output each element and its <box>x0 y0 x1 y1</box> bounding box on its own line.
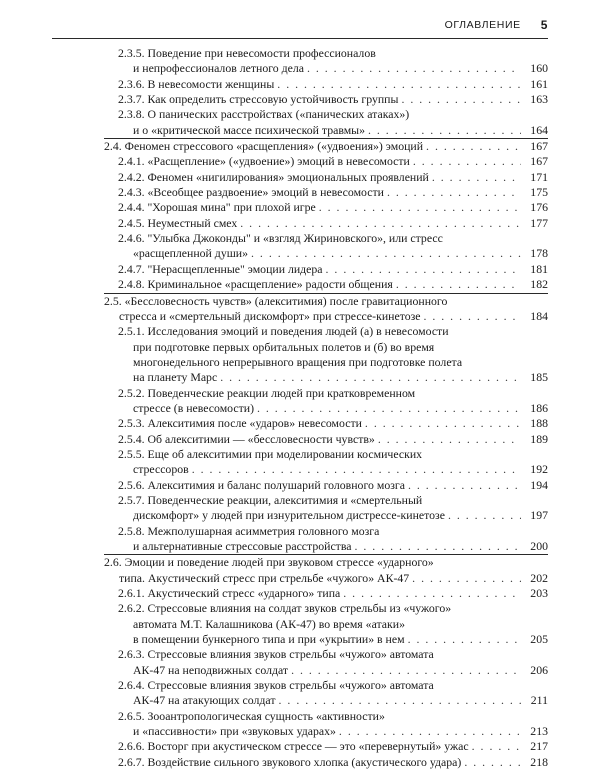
dot-leader <box>343 586 521 601</box>
toc-entry-line: АК-47 на неподвижных солдат <box>133 662 289 677</box>
toc-entry-line: 2.4.2. Феномен «нигилирования» эмоциональных проявлений <box>118 169 429 184</box>
dot-leader <box>412 571 521 586</box>
toc-subsection <box>118 601 548 647</box>
toc-entry-line: 2.4.4. "Хорошая мина" при плохой игре <box>118 200 316 215</box>
dot-leader <box>368 123 521 138</box>
toc-entry-line: 2.4. Феномен стрессового «расщепления» («удвоения») эмоций <box>104 139 424 154</box>
dot-leader <box>251 246 521 261</box>
toc-subsection <box>118 216 548 231</box>
toc-subsection <box>118 739 548 754</box>
dot-leader <box>277 77 521 92</box>
toc-entry-line: 2.3.5. Поведение при невесомости профессионалов <box>118 46 376 60</box>
dot-leader <box>240 216 521 231</box>
toc-subsection <box>118 586 548 601</box>
dot-leader <box>291 663 521 678</box>
toc-subsection <box>118 755 548 770</box>
toc-entry-line: 2.6.5. Зооантропологическая сущность «активности» <box>118 708 385 723</box>
toc-subsection <box>118 200 548 215</box>
dot-leader <box>355 539 522 554</box>
dot-leader <box>472 739 521 754</box>
toc-page-number: 167 <box>530 154 548 169</box>
toc-page-number: 188 <box>530 416 548 431</box>
toc-page-number: 177 <box>530 215 548 230</box>
dot-leader <box>378 432 521 447</box>
toc-subsection <box>118 647 548 678</box>
toc-subsection <box>118 524 548 555</box>
toc-entry-line: автомата М.Т. Калашникова (АК-47) во время «атаки» <box>133 616 405 631</box>
toc-subsection <box>118 709 548 740</box>
dot-leader <box>257 401 521 416</box>
toc-subsection <box>118 277 548 292</box>
dot-leader <box>423 309 521 324</box>
toc-entry-line: 2.6.2. Стрессовые влияния на солдат звуков стрельбы из «чужого» <box>118 601 452 616</box>
toc-entry-line: 2.6. Эмоции и поведение людей при звуковом стрессе «ударного» <box>104 555 434 570</box>
toc-section <box>104 138 548 154</box>
dot-leader <box>319 200 521 215</box>
toc-entry-line: 2.6.3. Стрессовые влияния звуков стрельбы «чужого» автомата <box>118 647 434 662</box>
toc-subsection <box>118 77 548 92</box>
toc-subsection <box>118 262 548 277</box>
toc-section <box>104 293 548 325</box>
toc-entry-line: 2.3.8. О панических расстройствах («панических атаках») <box>118 107 410 122</box>
toc-page-number: 176 <box>530 200 548 215</box>
toc-entry-line: при подготовке первых орбитальных полетов и (б) во время <box>133 339 435 354</box>
toc-page-number: 202 <box>530 570 548 585</box>
toc-entry-line: и альтернативные стрессовые расстройства <box>133 539 352 553</box>
toc-subsection <box>118 493 548 524</box>
dot-leader <box>408 632 521 647</box>
toc-entry-line: типа. Акустический стресс при стрельбе «чужого» АК-47 <box>119 570 410 585</box>
dot-leader <box>387 185 521 200</box>
dot-leader <box>365 416 521 431</box>
running-head <box>445 18 548 32</box>
dot-leader <box>192 462 521 477</box>
toc-entry-line: 2.4.8. Криминальное «расщепление» радости общения <box>118 277 393 292</box>
toc-page-number: 194 <box>530 477 548 492</box>
toc-entry-line: 2.5.6. Алекситимия и баланс полушарий головного мозга <box>118 477 405 492</box>
toc-entry-line: 2.3.7. Как определить стрессовую устойчивость группы <box>118 92 399 107</box>
toc-entry-line: 2.4.7. "Нерасщепленные" эмоции лидера <box>118 261 323 276</box>
toc-entry-line: стресса и «смертельный дискомфорт» при стрессе-кинетозе <box>119 308 421 323</box>
toc-page-number: 211 <box>530 693 548 708</box>
toc-page-number: 192 <box>530 462 548 477</box>
toc-entry-line: на планету Марс <box>133 370 218 385</box>
toc-subsection <box>118 478 548 493</box>
dot-leader <box>339 724 521 739</box>
dot-leader <box>279 693 521 708</box>
toc-entry-line: 2.6.6. Восторг при акустическом стрессе — это «перевернутый» ужас <box>118 739 469 754</box>
toc-entry-line: стрессоров <box>133 462 189 477</box>
toc-page-number: 189 <box>530 431 548 446</box>
toc-page-number: 161 <box>530 76 548 91</box>
toc-subsection <box>118 107 548 138</box>
toc-entry-line: 2.5.5. Еще об алекситимии при моделировании космических <box>118 446 423 461</box>
toc-page-number: 163 <box>530 92 548 107</box>
toc-entry-line: стрессе (в невесомости) <box>133 400 254 415</box>
toc-entry-line: в помещении бункерного типа и при «укрытии» в нем <box>133 632 405 647</box>
page-number: 5 <box>540 18 548 32</box>
toc-entry-line: 2.5.1. Исследования эмоций и поведения людей (а) в невесомости <box>118 324 449 339</box>
toc-page-number: 160 <box>530 61 548 76</box>
toc-page-number: 171 <box>530 169 548 184</box>
toc-entry-line: 2.5.3. Алекситимия после «ударов» невесомости <box>118 416 362 431</box>
toc-page-number: 178 <box>530 246 548 261</box>
toc-entry-line: и «пассивности» при «звуковых ударах» <box>133 724 336 739</box>
toc-entry-line: АК-47 на атакующих солдат <box>133 693 276 708</box>
dot-leader <box>401 92 521 107</box>
toc-entry-line: 2.5.2. Поведенческие реакции людей при кратковременном <box>118 385 416 400</box>
toc-entry-line: 2.5. «Бессловесность чувств» (алекситимия) после гравитационного <box>104 293 448 308</box>
toc-entry-line: 2.5.7. Поведенческие реакции, алекситимия и «смертельный <box>118 492 423 507</box>
toc-entry-line: 2.5.4. Об алекситимии — «бессловесности чувств» <box>118 431 375 446</box>
toc-page-number: 217 <box>530 739 548 754</box>
toc-entry-line: 2.5.8. Межполушарная асимметрия головного мозга <box>118 523 380 538</box>
toc-entry-line: 2.6.4. Стрессовые влияния звуков стрельбы «чужого» автомата <box>118 678 434 693</box>
toc-page-number: 203 <box>530 586 548 601</box>
dot-leader <box>426 139 521 154</box>
dot-leader <box>220 370 521 385</box>
toc-page-number: 175 <box>530 185 548 200</box>
toc-entry-line: 2.3.6. В невесомости женщины <box>118 76 275 91</box>
toc-subsection <box>118 170 548 185</box>
toc-entry-line: 2.4.6. "Улыбка Джоконды" и «взгляд Жириновского», или стресс <box>118 231 443 246</box>
toc-page-number: 186 <box>530 400 548 415</box>
dot-leader <box>326 262 521 277</box>
toc-subsection <box>118 324 548 385</box>
toc-entry-line: 2.4.1. «Расщепление» («удвоение») эмоций в невесомости <box>118 154 410 169</box>
dot-leader <box>307 61 521 76</box>
dot-leader <box>464 755 521 770</box>
header-rule <box>52 38 548 39</box>
dot-leader <box>448 508 521 523</box>
toc-section <box>104 554 548 586</box>
toc-subsection <box>118 416 548 431</box>
toc-subsection <box>118 678 548 709</box>
toc-entry-line: 2.4.5. Неуместный смех <box>118 215 238 230</box>
toc-entry-line: многонедельного непрерывного вращения при подготовке полета <box>133 354 463 369</box>
toc-subsection <box>118 386 548 417</box>
toc-entry-line: и непрофессионалов летного дела <box>133 61 304 76</box>
toc-page-number: 164 <box>530 122 548 137</box>
toc-entry-line: и о «критической массе психической травмы» <box>133 122 365 137</box>
toc-subsection <box>118 46 548 77</box>
dot-leader <box>432 170 521 185</box>
toc-page-number: 218 <box>530 754 548 769</box>
toc-entry-line: 2.4.3. «Всеобщее раздвоение» эмоций в невесомости <box>118 185 384 200</box>
toc-subsection <box>118 432 548 447</box>
toc-page-number: 213 <box>530 724 548 739</box>
toc-entry-line: «расщепленной души» <box>133 246 249 261</box>
toc-page-number: 184 <box>530 308 548 323</box>
toc-page-number: 185 <box>530 370 548 385</box>
toc-subsection <box>118 447 548 478</box>
toc-subsection <box>118 185 548 200</box>
toc-subsection <box>118 92 548 107</box>
toc-entry-line: 2.6.1. Акустический стресс «ударного» типа <box>118 586 341 601</box>
running-head-title: ОГЛАВЛЕНИЕ <box>444 19 521 31</box>
toc-subsection <box>118 154 548 169</box>
dot-leader <box>413 154 521 169</box>
toc-page-number: 167 <box>530 139 548 154</box>
table-of-contents <box>104 46 548 770</box>
toc-page-number: 206 <box>530 662 548 677</box>
toc-page-number: 182 <box>530 277 548 292</box>
toc-page-number: 205 <box>530 632 548 647</box>
toc-subsection <box>118 231 548 262</box>
toc-page-number: 181 <box>530 261 548 276</box>
toc-entry-line: 2.6.7. Воздействие сильного звукового хлопка (акустического удара) <box>118 754 462 769</box>
dot-leader <box>396 277 521 292</box>
toc-page-number: 200 <box>530 539 548 553</box>
dot-leader <box>408 478 521 493</box>
toc-entry-line: дискомфорт» у людей при изнурительном дистрессе-кинетозе <box>133 508 445 523</box>
toc-page-number: 197 <box>530 508 548 523</box>
